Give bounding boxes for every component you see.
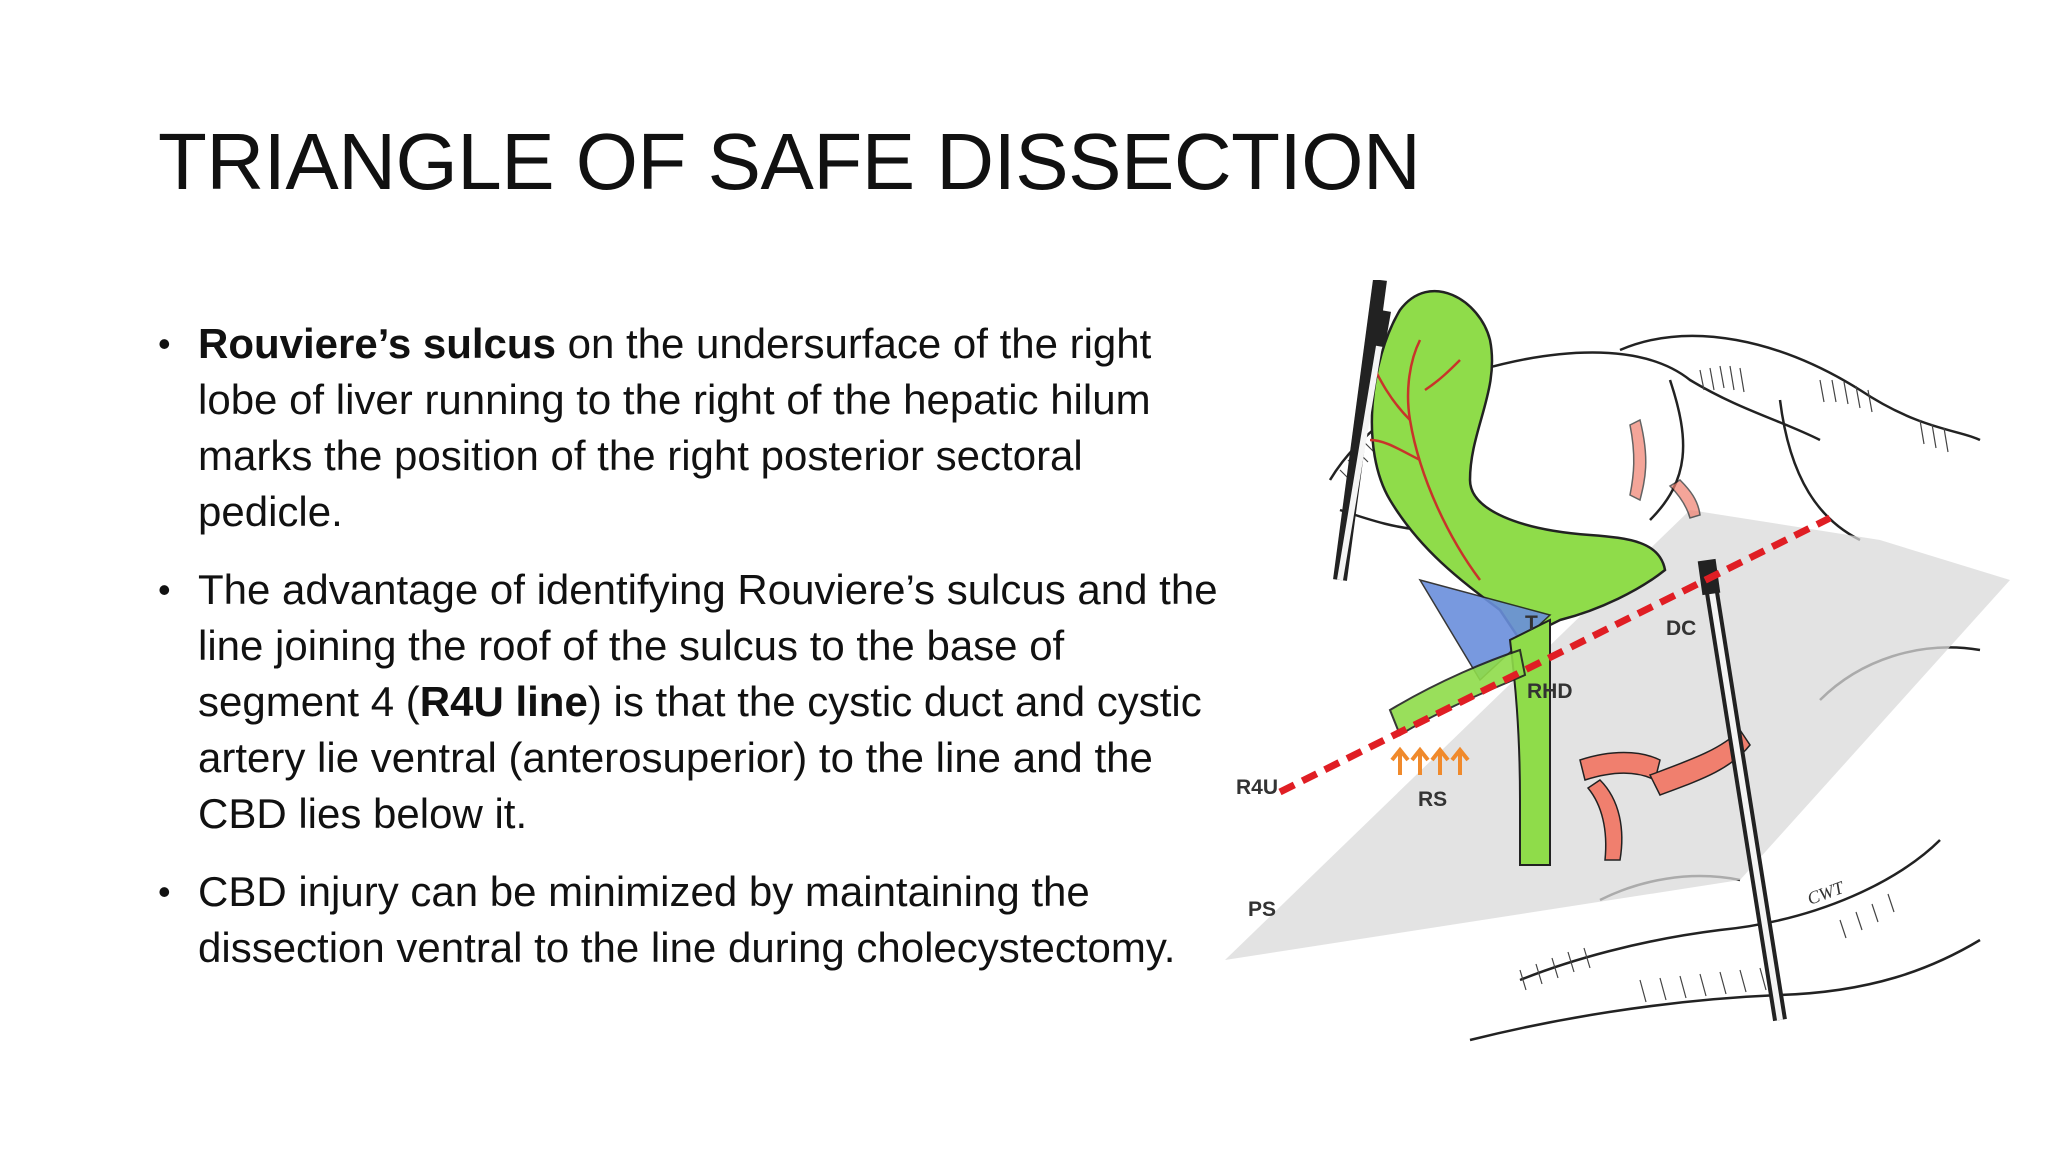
label-r4u: R4U	[1236, 776, 1279, 799]
anatomy-diagram	[1220, 280, 2020, 1100]
gallbladder	[1372, 291, 1665, 640]
bullet-text-before: The advantage of identifying Rouviere’s sulcus and the line joining the roof of the sulcus to the base of segment 4 (	[198, 566, 1218, 725]
label-t: T	[1525, 612, 1538, 635]
bullet-item-rouviere	[158, 316, 1218, 540]
bullet-list	[158, 316, 1218, 998]
label-rs: RS	[1418, 788, 1448, 811]
slide-title: TRIANGLE OF SAFE DISSECTION	[158, 117, 1421, 206]
artist-signature: CWT	[1804, 877, 1847, 909]
bullet-text-after: ) is that the cystic duct and cystic artery lie ventral (anterosuperior) to the line and the CBD lies below it.	[198, 678, 1202, 837]
anatomy-illustration	[1220, 280, 2020, 1100]
bullet-item-advantage	[158, 562, 1218, 842]
label-dc: DC	[1666, 617, 1697, 640]
bullet-dot-icon: •	[158, 871, 171, 912]
label-ps: PS	[1248, 898, 1277, 921]
bullet-text: on the undersurface of the right lobe of liver running to the right of the hepatic hilum marks the position of the right posterior sectoral pedicle.	[198, 320, 1152, 535]
label-rhd: RHD	[1527, 680, 1573, 703]
bullet-bold-text: R4U line	[419, 678, 588, 725]
bullet-item-cbd-injury	[158, 864, 1218, 976]
bullet-dot-icon: •	[158, 569, 171, 610]
bullet-text: CBD injury can be minimized by maintaining the dissection ventral to the line during cholecystectomy.	[198, 868, 1176, 971]
bullet-dot-icon: •	[158, 323, 171, 364]
bullet-bold-text: Rouviere’s sulcus	[198, 320, 556, 367]
